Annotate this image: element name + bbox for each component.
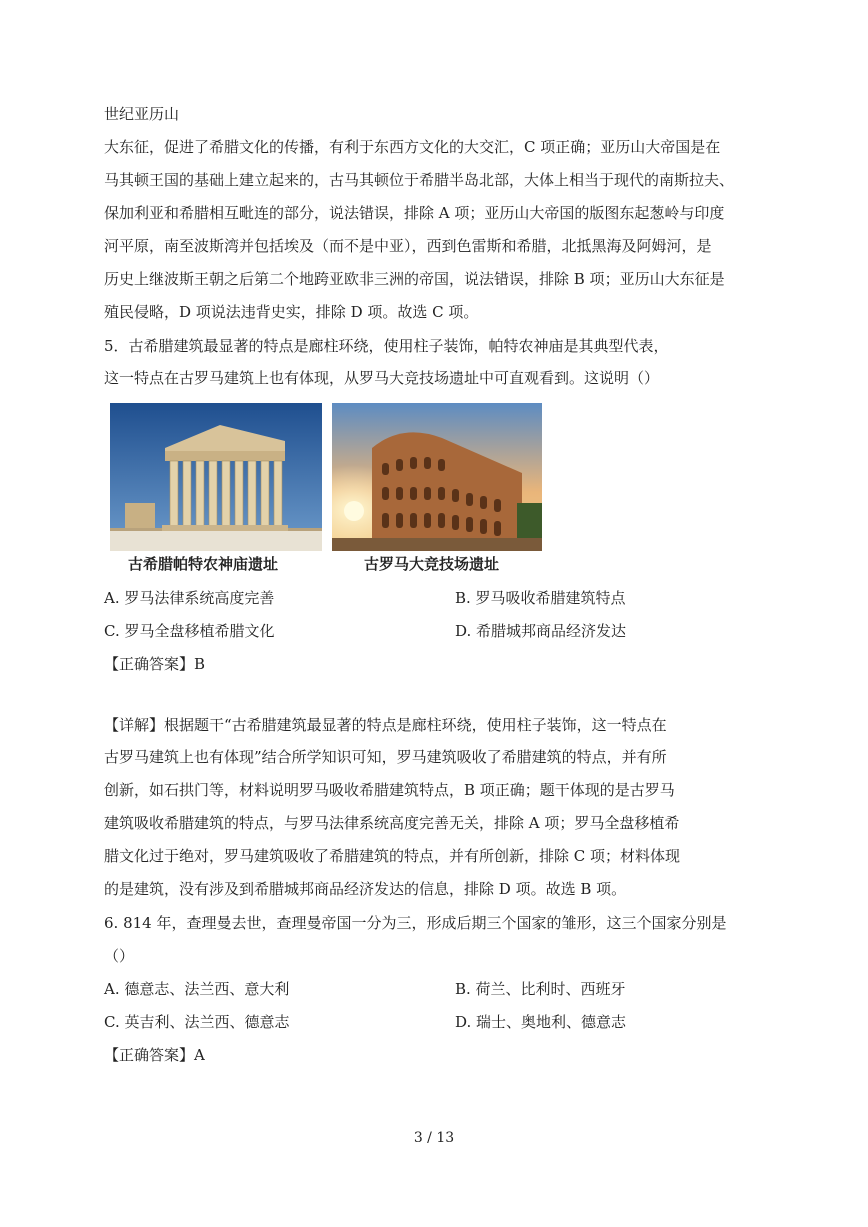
detail-line: 创新，如石拱门等，材料说明罗马吸收希腊建筑特点，B 项正确；题干体现的是古罗马	[104, 781, 675, 799]
text-line: 保加利亚和希腊相互毗连的部分，说法错误，排除 A 项；亚历山大帝国的版图东起葱岭与印度	[104, 204, 725, 222]
text-line: 历史上继波斯王朝之后第二个地跨亚欧非三洲的帝国，说法错误，排除 B 项；亚历山大东征是	[104, 270, 725, 288]
detail-line: 的是建筑，没有涉及到希腊城邦商品经济发达的信息，排除 D 项。故选 B 项。	[104, 880, 627, 898]
option-d: D. 瑞士、奥地利、德意志	[455, 1013, 627, 1031]
image-caption: 古希腊帕特农神庙遗址	[128, 555, 279, 573]
correct-answer: 【正确答案】B	[104, 655, 206, 673]
question-stem: 这一特点在古罗马建筑上也有体现，从罗马大竞技场遗址中可直观看到。这说明（）	[104, 369, 660, 387]
detail-line: 建筑吸收希腊建筑的特点，与罗马法律系统高度完善无关，排除 A 项；罗马全盘移植希	[104, 814, 680, 832]
page-number: 3 / 13	[413, 1130, 455, 1146]
option-a: A. 罗马法律系统高度完善	[104, 589, 275, 607]
text-line: 殖民侵略，D 项说法违背史实，排除 D 项。故选 C 项。	[104, 303, 479, 321]
text-line: 马其顿王国的基础上建立起来的，古马其顿位于希腊半岛北部，大体上相当于现代的南斯拉夫、	[104, 171, 735, 189]
option-a: A. 德意志、法兰西、意大利	[104, 980, 290, 998]
colosseum-image	[332, 403, 542, 551]
question-stem: （）	[104, 947, 135, 965]
question-stem: 5．古希腊建筑最显著的特点是廊柱环绕，使用柱子装饰，帕特农神庙是其典型代表，	[104, 337, 669, 355]
option-c: C. 英吉利、法兰西、德意志	[104, 1013, 290, 1031]
question-stem: 6. 814 年，查理曼去世，查理曼帝国一分为三，形成后期三个国家的雏形，这三个国家分别是	[104, 914, 727, 932]
parthenon-image	[110, 403, 322, 551]
option-b: B. 罗马吸收希腊建筑特点	[455, 589, 626, 607]
option-c: C. 罗马全盘移植希腊文化	[104, 622, 275, 640]
option-d: D. 希腊城邦商品经济发达	[455, 622, 627, 640]
detail-line: 古罗马建筑上也有体现”结合所学知识可知，罗马建筑吸收了希腊建筑的特点，并有所	[104, 748, 667, 766]
text-line: 大东征，促进了希腊文化的传播，有利于东西方文化的大交汇，C 项正确；亚历山大帝国是在	[104, 138, 721, 156]
text-line: 河平原，南至波斯湾并包括埃及（而不是中亚），西到色雷斯和希腊，北抵黑海及阿姆河，是	[104, 237, 712, 255]
option-b: B. 荷兰、比利时、西班牙	[455, 980, 626, 998]
text-line: 世纪亚历山	[104, 105, 180, 123]
detail-line: 腊文化过于绝对，罗马建筑吸收了希腊建筑的特点，并有所创新，排除 C 项；材料体现	[104, 847, 681, 865]
correct-answer: 【正确答案】A	[104, 1046, 205, 1064]
detail-line: 【详解】根据题干“古希腊建筑最显著的特点是廊柱环绕，使用柱子装饰，这一特点在	[104, 716, 667, 734]
image-caption: 古罗马大竞技场遗址	[364, 555, 500, 573]
